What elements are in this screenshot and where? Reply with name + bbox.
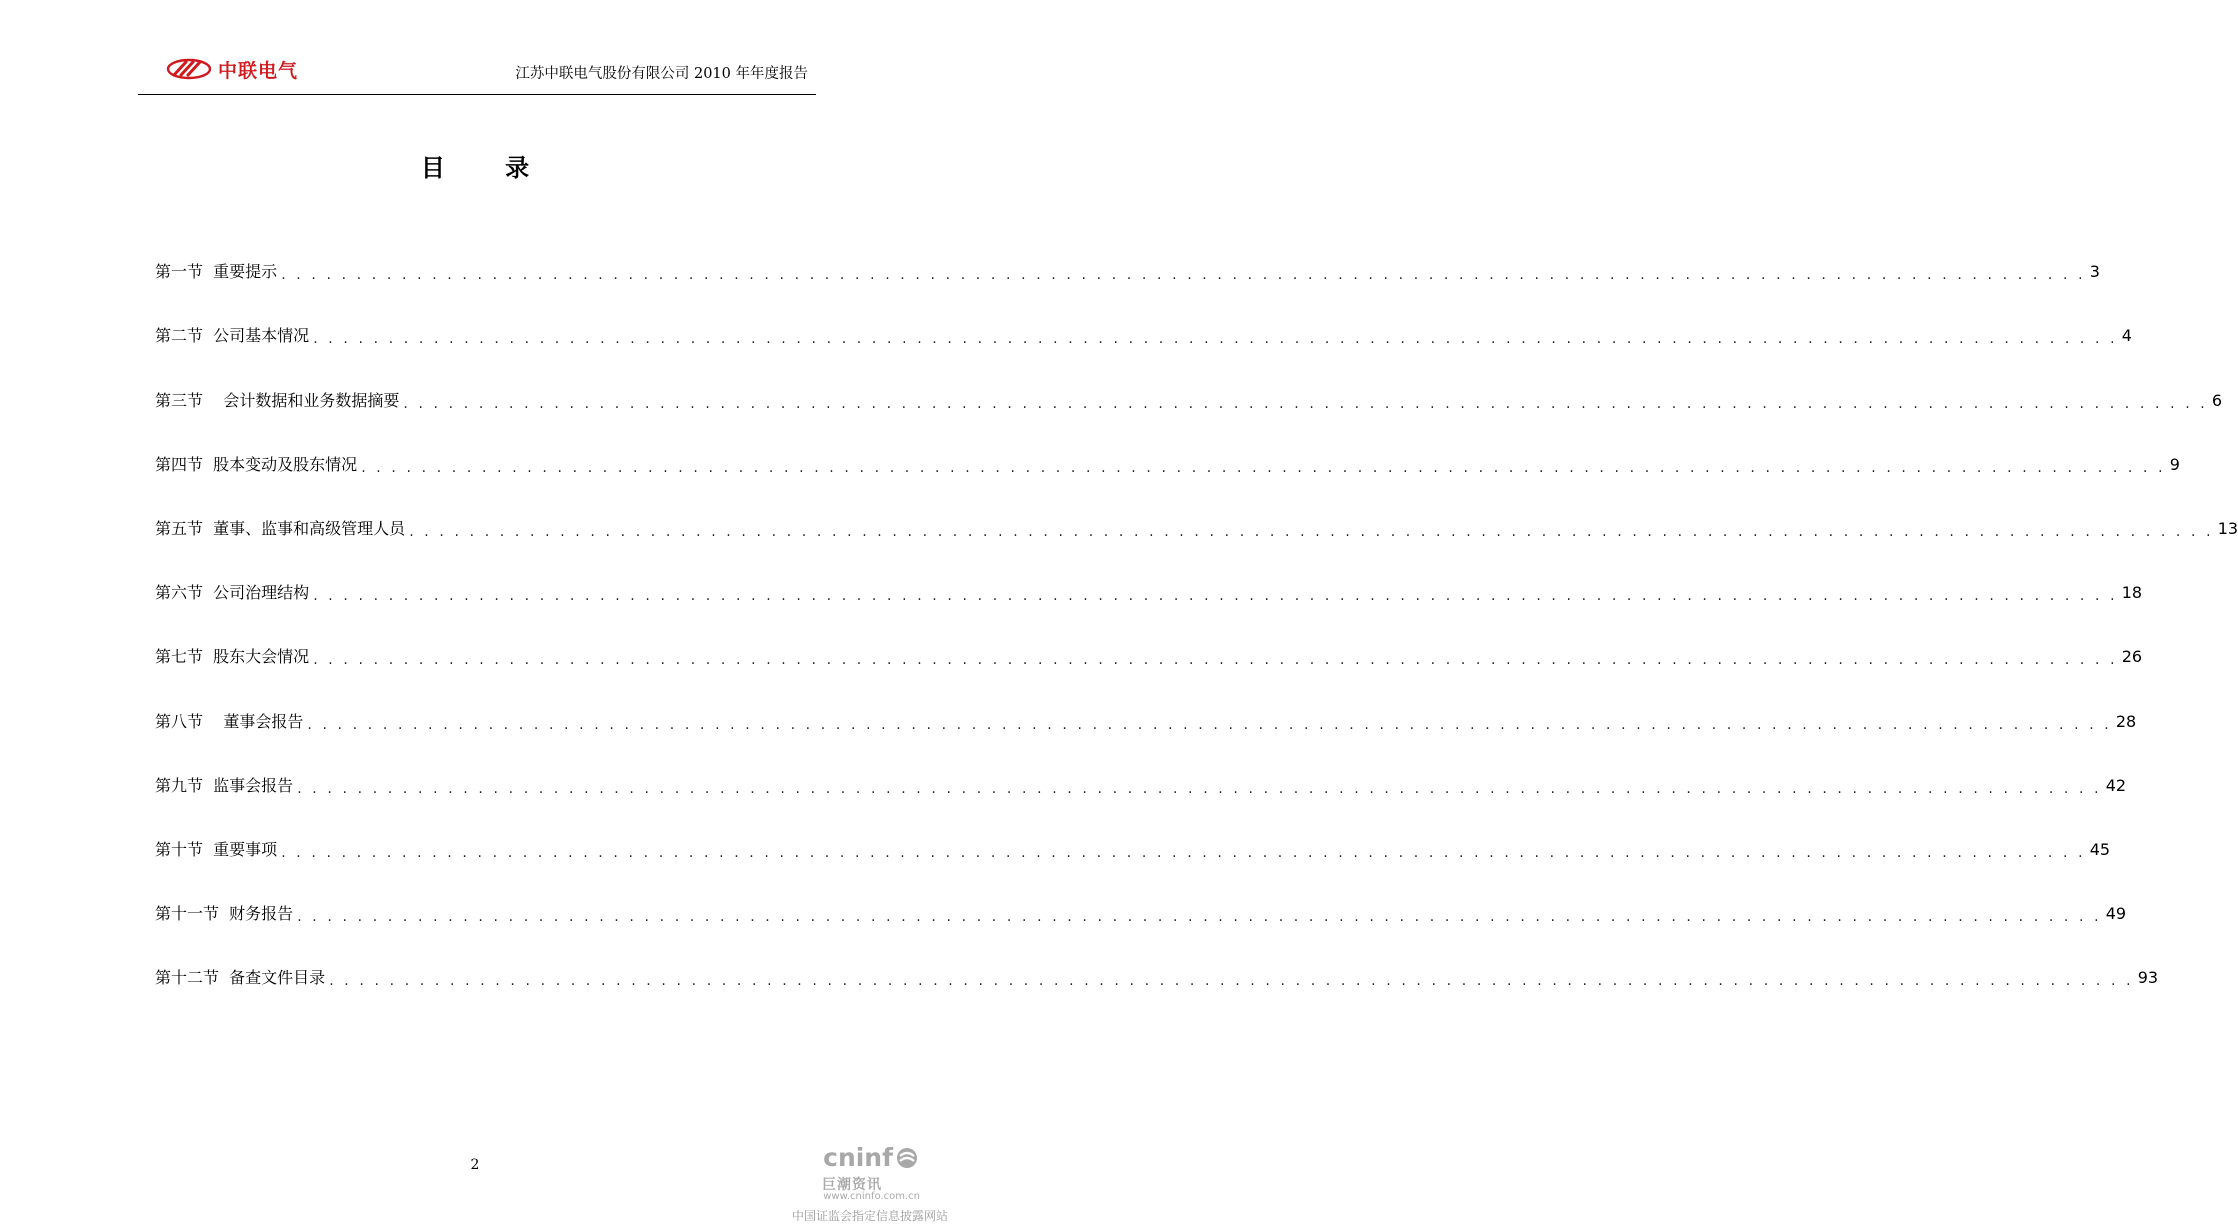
toc-entry-label: 第六节 公司治理结构	[155, 583, 310, 603]
toc-dot-leader: . . . . . . . . . . . . . . . . . . . . . . . . . . . . . . . . . . . . . . . . . . . . . . . . . . . . . . . . . . . . . . . . . . . . . . . . . . . . . . . . . . . . . . . . . . . . . . . . . . . . . . . . . . . . . . . . . . . . . . . .	[313, 588, 2118, 605]
toc-entry[interactable]	[155, 736, 2127, 800]
toc-entry[interactable]	[155, 222, 2100, 286]
toc-entry[interactable]	[155, 671, 2137, 735]
page-number: 2	[470, 1157, 480, 1173]
toc-dot-leader: . . . . . . . . . . . . . . . . . . . . . . . . . . . . . . . . . . . . . . . . . . . . . . . . . . . . . . . . . . . . . . . . . . . . . . . . . . . . . . . . . . . . . . . . . . . . . . . . . . . . . . . . . . . . . . . . . . . . . . . .	[281, 844, 2086, 861]
company-logo	[166, 54, 360, 84]
watermark-brand-text: cninf	[823, 1143, 893, 1172]
toc-dot-leader: . . . . . . . . . . . . . . . . . . . . . . . . . . . . . . . . . . . . . . . . . . . . . . . . . . . . . . . . . . . . . . . . . . . . . . . . . . . . . . . . . . . . . . . . . . . . . . . . . . . . . . . . . . . . . . . . . . . . . . . .	[403, 395, 2208, 412]
toc-entry-page: 18	[2121, 583, 2143, 603]
toc-entry-label: 第五节 董事、监事和高级管理人员	[155, 518, 406, 538]
toc-dot-leader: . . . . . . . . . . . . . . . . . . . . . . . . . . . . . . . . . . . . . . . . . . . . . . . . . . . . . . . . . . . . . . . . . . . . . . . . . . . . . . . . . . . . . . . . . . . . . . . . . . . . . . . . . . . . . . . . . . . . . . . .	[307, 716, 2112, 733]
toc-entry-label: 第十一节 财务报告	[155, 904, 294, 924]
report-title: 江苏中联电气股份有限公司 2010 年年度报告	[515, 66, 808, 82]
cninfo-watermark	[792, 1143, 948, 1227]
toc-entry-label: 第二节 公司基本情况	[155, 326, 310, 346]
toc-dot-leader: . . . . . . . . . . . . . . . . . . . . . . . . . . . . . . . . . . . . . . . . . . . . . . . . . . . . . . . . . . . . . . . . . . . . . . . . . . . . . . . . . . . . . . . . . . . . . . . . . . . . . . . . . . . . . . . . . . . . . . . .	[409, 523, 2214, 540]
toc-entry-page: 45	[2089, 839, 2111, 859]
toc-heading: 目 录	[420, 154, 556, 182]
toc-entry-label: 第十节 重要事项	[155, 839, 278, 859]
toc-entry-page: 6	[2211, 390, 2223, 410]
toc-entry[interactable]	[155, 350, 2223, 414]
toc-dot-leader: . . . . . . . . . . . . . . . . . . . . . . . . . . . . . . . . . . . . . . . . . . . . . . . . . . . . . . . . . . . . . . . . . . . . . . . . . . . . . . . . . . . . . . . . . . . . . . . . . . . . . . . . . . . . . . . . . . . . . . . .	[329, 973, 2134, 990]
toc-dot-leader: . . . . . . . . . . . . . . . . . . . . . . . . . . . . . . . . . . . . . . . . . . . . . . . . . . . . . . . . . . . . . . . . . . . . . . . . . . . . . . . . . . . . . . . . . . . . . . . . . . . . . . . . . . . . . . . . . . . . . . . .	[313, 331, 2118, 348]
watermark-url: www.cninfo.com.cn	[823, 1191, 920, 1202]
toc-entry[interactable]	[155, 800, 2111, 864]
toc-entry-page: 93	[2137, 968, 2159, 988]
toc-entry-page: 9	[2169, 454, 2180, 474]
toc-entry-page: 13	[2217, 518, 2238, 538]
toc-entry-page: 3	[2089, 262, 2100, 282]
toc-entry[interactable]	[155, 415, 2180, 479]
toc-dot-leader: . . . . . . . . . . . . . . . . . . . . . . . . . . . . . . . . . . . . . . . . . . . . . . . . . . . . . . . . . . . . . . . . . . . . . . . . . . . . . . . . . . . . . . . . . . . . . . . . . . . . . . . . . . . . . . . . . . . . . . . .	[361, 459, 2166, 476]
watermark-footer: 中国证监会指定信息披露网站	[792, 1209, 949, 1223]
watermark-brand	[823, 1143, 920, 1172]
toc-entry[interactable]	[155, 607, 2143, 671]
toc-entry[interactable]	[155, 928, 2159, 992]
toc-entry-page: 28	[2115, 711, 2137, 731]
toc-dot-leader: . . . . . . . . . . . . . . . . . . . . . . . . . . . . . . . . . . . . . . . . . . . . . . . . . . . . . . . . . . . . . . . . . . . . . . . . . . . . . . . . . . . . . . . . . . . . . . . . . . . . . . . . . . . . . . . . . . . . . . . .	[281, 267, 2086, 284]
toc-entry-label: 第十二节 备查文件目录	[155, 968, 326, 988]
page-header	[138, 48, 816, 95]
toc-entry-label: 第一节 重要提示	[155, 262, 278, 282]
company-logo-icon	[166, 58, 212, 80]
logo-text: 中联电气	[218, 59, 299, 82]
watermark-brand-cn: 巨潮资讯	[822, 1177, 882, 1193]
toc-entry-label: 第七节 股东大会情况	[155, 647, 310, 667]
toc-entry-page: 26	[2121, 647, 2143, 667]
toc-entry[interactable]	[155, 543, 2143, 607]
toc-dot-leader: . . . . . . . . . . . . . . . . . . . . . . . . . . . . . . . . . . . . . . . . . . . . . . . . . . . . . . . . . . . . . . . . . . . . . . . . . . . . . . . . . . . . . . . . . . . . . . . . . . . . . . . . . . . . . . . . . . . . . . . .	[297, 909, 2102, 926]
toc-entry-page: 4	[2121, 326, 2132, 346]
cninfo-swirl-icon	[894, 1146, 920, 1170]
toc-entry-label: 第三节 会计数据和业务数据摘要	[155, 390, 400, 410]
toc-dot-leader: . . . . . . . . . . . . . . . . . . . . . . . . . . . . . . . . . . . . . . . . . . . . . . . . . . . . . . . . . . . . . . . . . . . . . . . . . . . . . . . . . . . . . . . . . . . . . . . . . . . . . . . . . . . . . . . . . . . . . . . .	[297, 780, 2102, 797]
toc-entry-label: 第八节 董事会报告	[155, 711, 304, 731]
toc-entry-page: 49	[2105, 904, 2127, 924]
toc-dot-leader: . . . . . . . . . . . . . . . . . . . . . . . . . . . . . . . . . . . . . . . . . . . . . . . . . . . . . . . . . . . . . . . . . . . . . . . . . . . . . . . . . . . . . . . . . . . . . . . . . . . . . . . . . . . . . . . . . . . . . . . .	[313, 652, 2118, 669]
toc-entry[interactable]	[155, 864, 2127, 928]
toc-entry[interactable]	[155, 286, 2132, 350]
toc-entry-page: 42	[2105, 775, 2127, 795]
toc-entry-label: 第四节 股本变动及股东情况	[155, 454, 358, 474]
table-of-contents	[155, 222, 2238, 992]
toc-entry[interactable]	[155, 479, 2238, 543]
toc-entry-label: 第九节 监事会报告	[155, 775, 294, 795]
